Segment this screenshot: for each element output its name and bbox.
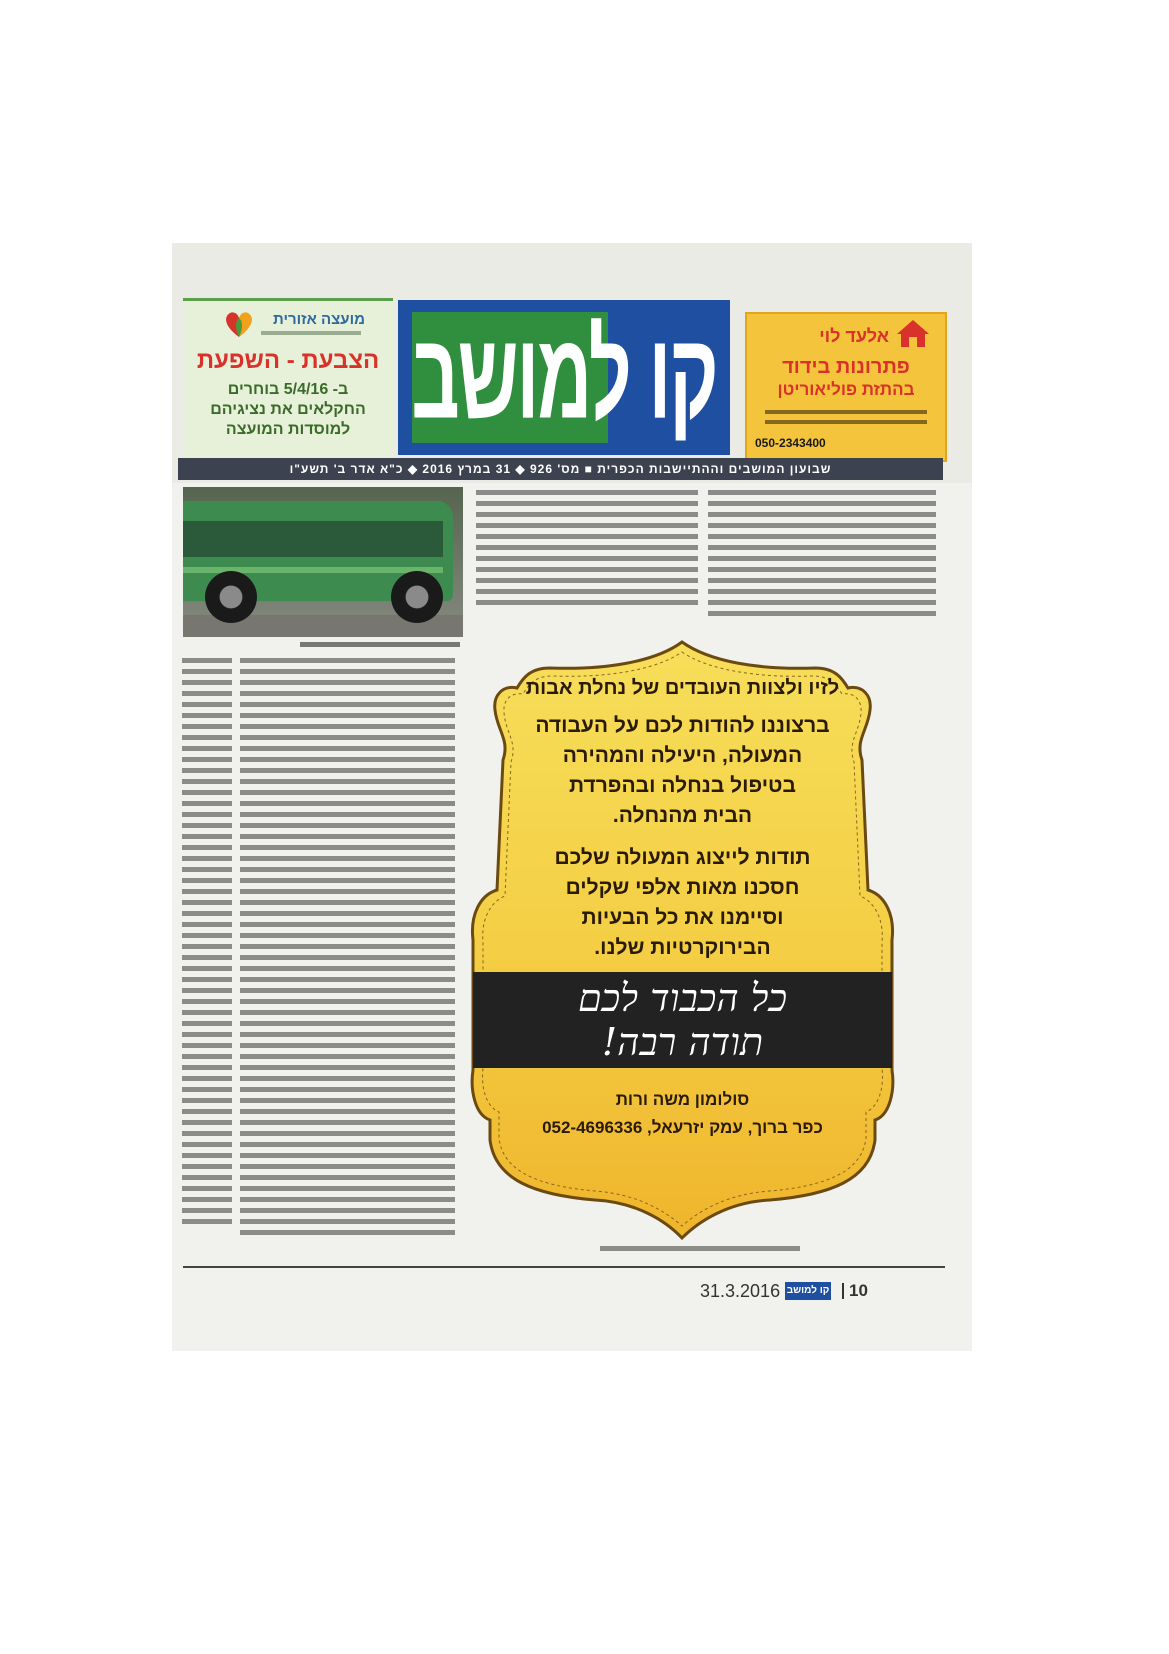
ad-title: לזיו ולצוות העובדים של נחלת אבות bbox=[525, 677, 840, 699]
insulation-ad bbox=[745, 312, 947, 462]
ad-phone: 050-2343400 bbox=[755, 436, 826, 450]
ad-signature: סולומון משה ורות bbox=[615, 1090, 750, 1109]
ad-text-line: המעולה, היעילה והמהירה bbox=[562, 744, 803, 767]
ad-text-line: בטיפול בנחלה ובהפרדת bbox=[569, 774, 796, 797]
footer-divider bbox=[842, 1283, 844, 1299]
article-text-fragment bbox=[600, 1246, 800, 1252]
footer-date: 31.3.2016 bbox=[700, 1281, 781, 1301]
article-text-column bbox=[476, 490, 698, 608]
article-text-column-cut bbox=[182, 658, 232, 1228]
council-leaf-heart-icon bbox=[221, 309, 257, 344]
ad-small-text bbox=[765, 410, 927, 414]
ad-subheadline: בהתזת פוליאוריטן bbox=[777, 380, 915, 399]
ad-handwritten-line: כל הכבוד לכם bbox=[577, 976, 788, 1020]
newspaper-logo bbox=[398, 300, 730, 455]
ad-text-line: חסכנו מאות אלפי שקלים bbox=[565, 876, 800, 899]
ad-text-line: הבית מהנחלה. bbox=[612, 804, 753, 827]
bus-wheel bbox=[205, 571, 257, 623]
council-election-box bbox=[183, 298, 393, 463]
photo-caption bbox=[300, 642, 460, 647]
logo-text: קו למושב bbox=[411, 308, 717, 445]
house-icon bbox=[895, 318, 931, 353]
footer-rule bbox=[183, 1266, 945, 1268]
council-subtitle-text bbox=[261, 331, 361, 335]
council-line: למוסדות המועצה bbox=[225, 421, 351, 438]
ad-text-line: וסיימנו את כל הבעיות bbox=[581, 906, 784, 929]
council-header bbox=[201, 307, 375, 339]
council-label: מועצה אזורית bbox=[273, 311, 365, 328]
ad-headline: פתרונות בידוד bbox=[782, 356, 910, 378]
ad-text-line: תודות לייצוג המעולה שלכם bbox=[554, 846, 811, 869]
council-line: ב- 5/4/16 בוחרים bbox=[227, 381, 349, 398]
ad-text-line: הבירוקרטיות שלנו. bbox=[594, 936, 771, 959]
ad-small-text bbox=[765, 420, 927, 424]
dateline-strip: שבועון המושבים וההתיישבות הכפרית ■ מס' 926 ◆ 31 במרץ 2016 ◆ כ"א אדר ב' תשע"ו bbox=[178, 458, 943, 480]
council-line: החקלאים את נציגיהם bbox=[210, 401, 366, 418]
council-headline: הצבעת - השפעת bbox=[196, 347, 380, 374]
thank-you-ad bbox=[470, 640, 895, 1240]
bus-photo bbox=[183, 487, 463, 637]
ad-text-line: ברצוננו להודות לכם על העבודה bbox=[535, 714, 830, 737]
ad-contact: כפר ברוך, עמק יזרעאל, 052-4696336 bbox=[542, 1118, 823, 1137]
bus-wheel bbox=[391, 571, 443, 623]
bus-windows bbox=[183, 521, 443, 557]
ad-handwritten-line: תודה רבה! bbox=[601, 1020, 764, 1064]
page-number: 10 bbox=[849, 1281, 868, 1300]
advertiser-name: אלעד לוי bbox=[819, 326, 889, 346]
footer-logo: קו למושב bbox=[785, 1282, 831, 1300]
article-text-column bbox=[240, 658, 455, 1238]
article-text-column bbox=[708, 490, 936, 620]
